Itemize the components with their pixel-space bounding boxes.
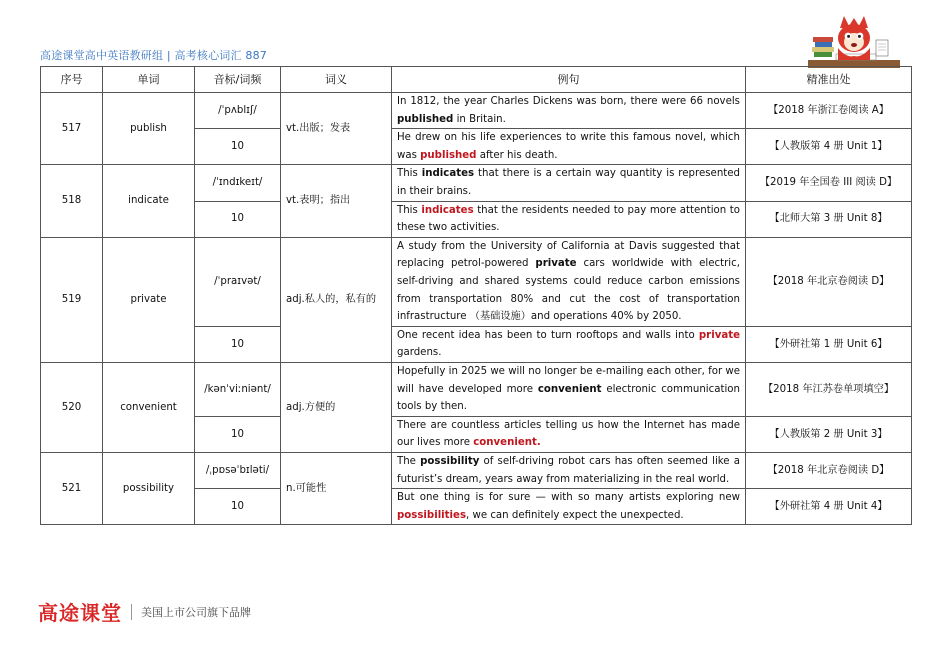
keyword-highlight: indicates xyxy=(421,204,474,216)
example-sentence xyxy=(392,165,746,201)
column-header: 音标/词频 xyxy=(195,67,281,93)
sentence-text: In 1812, the year Charles Dickens was born, there were 66 novels xyxy=(397,96,740,107)
phonetic-cell: /ˌpɒsəˈbɪləti/ xyxy=(195,452,281,488)
phonetic-cell: /ˈpʌblɪʃ/ xyxy=(195,93,281,129)
phonetic-cell: /kənˈviːniənt/ xyxy=(195,362,281,416)
footer xyxy=(38,597,251,626)
sentence-text: cars worldwide with electric, self-driving and shared systems could reduce carbon emissions from transportation 80% and cut the cost of transportation infrastructure （基础设施）and operations 40% by 2050. xyxy=(397,258,740,323)
phonetic-cell: /ˈpraɪvət/ xyxy=(195,237,281,326)
sentence-text: This xyxy=(397,204,422,216)
sentence-text: A study from the University of California at Davis suggested that replacing petrol-powered xyxy=(397,240,740,270)
word-number: 517 xyxy=(41,93,103,165)
word-number: 519 xyxy=(41,237,103,362)
sentence-text: Hopefully in 2025 we will no longer be e-mailing each other, for we will have developed more xyxy=(397,365,740,395)
source-cell: 【2018 年北京卷阅读 D】 xyxy=(746,452,912,488)
sentence-text: in Britain. xyxy=(453,113,506,125)
document-header: 高途课堂高中英语教研组 | 高考核心词汇 887 xyxy=(40,49,267,62)
meaning-cell: vt.表明；指出 xyxy=(281,165,392,237)
footer-divider xyxy=(131,604,132,620)
keyword-highlight: convenient. xyxy=(473,437,541,449)
source-cell: 【2018 年北京卷阅读 D】 xyxy=(746,237,912,326)
example-sentence xyxy=(392,129,746,165)
sentence-text: electronic communication tools by then. xyxy=(397,383,740,413)
column-header: 词义 xyxy=(281,67,392,93)
frequency-cell: 10 xyxy=(195,201,281,237)
sentence-text: gardens. xyxy=(397,347,442,359)
source-cell: 【外研社第 1 册 Unit 6】 xyxy=(746,326,912,362)
meaning-cell: vt.出版；发表 xyxy=(281,93,392,165)
column-header: 精准出处 xyxy=(746,67,912,93)
example-sentence xyxy=(392,452,746,488)
keyword-highlight: convenient xyxy=(537,383,602,395)
sentence-text: This xyxy=(397,168,422,180)
table-row xyxy=(41,452,912,488)
word-cell: possibility xyxy=(103,452,195,524)
word-cell: indicate xyxy=(103,165,195,237)
frequency-cell: 10 xyxy=(195,416,281,452)
source-cell: 【北师大第 3 册 Unit 8】 xyxy=(746,201,912,237)
word-number: 518 xyxy=(41,165,103,237)
frequency-cell: 10 xyxy=(195,489,281,525)
column-header: 单词 xyxy=(103,67,195,93)
table-row xyxy=(41,237,912,326)
source-cell: 【2019 年全国卷 III 阅读 D】 xyxy=(746,165,912,201)
phonetic-cell: /ˈɪndɪkeɪt/ xyxy=(195,165,281,201)
sentence-text: that the residents needed to pay more attention to these two activities. xyxy=(397,204,740,234)
sentence-text: He drew on his life experiences to write this famous novel, which was xyxy=(397,132,740,161)
frequency-cell: 10 xyxy=(195,129,281,165)
sentence-text: But one thing is for sure — with so many artists exploring new xyxy=(397,492,740,504)
word-cell: private xyxy=(103,237,195,362)
source-cell: 【人教版第 2 册 Unit 3】 xyxy=(746,416,912,452)
word-number: 521 xyxy=(41,452,103,524)
sentence-text: after his death. xyxy=(476,149,558,161)
meaning-cell: adj.私人的，私有的 xyxy=(281,237,392,362)
keyword-highlight: private xyxy=(535,258,577,270)
word-cell: convenient xyxy=(103,362,195,452)
word-cell: publish xyxy=(103,93,195,165)
column-header: 序号 xyxy=(41,67,103,93)
table-header-row xyxy=(41,67,912,93)
example-sentence xyxy=(392,93,746,129)
source-cell: 【外研社第 4 册 Unit 4】 xyxy=(746,489,912,525)
table-row xyxy=(41,362,912,416)
sentence-text: , we can definitely expect the unexpected. xyxy=(466,509,684,521)
keyword-highlight: published xyxy=(397,113,454,125)
sentence-text: One recent idea has been to turn rooftops and walls into xyxy=(397,329,699,341)
example-sentence xyxy=(392,201,746,237)
example-sentence xyxy=(392,326,746,362)
source-cell: 【2018 年江苏卷单项填空】 xyxy=(746,362,912,416)
keyword-highlight: indicates xyxy=(421,168,475,180)
brand-tagline: 美国上市公司旗下品牌 xyxy=(141,605,251,619)
sentence-text: that there is a certain way quantity is represented in their brains. xyxy=(397,168,740,197)
keyword-highlight: private xyxy=(698,329,740,341)
keyword-highlight: possibilities xyxy=(397,509,467,521)
example-sentence xyxy=(392,362,746,416)
sentence-text: The xyxy=(397,455,421,467)
vocabulary-table xyxy=(40,66,912,525)
table-row xyxy=(41,93,912,129)
red-mascot-with-books-icon xyxy=(806,14,902,68)
source-cell: 【人教版第 4 册 Unit 1】 xyxy=(746,129,912,165)
example-sentence xyxy=(392,489,746,525)
brand-logo: 高途课堂 xyxy=(38,601,122,625)
example-sentence xyxy=(392,416,746,452)
source-cell: 【2018 年浙江卷阅读 A】 xyxy=(746,93,912,129)
keyword-highlight: possibility xyxy=(420,455,480,467)
meaning-cell: adj.方便的 xyxy=(281,362,392,452)
table-row xyxy=(41,165,912,201)
keyword-highlight: published xyxy=(420,149,477,161)
word-number: 520 xyxy=(41,362,103,452)
example-sentence xyxy=(392,237,746,326)
sentence-text: of self-driving robot cars has often seemed like a futurist’s dream, years away from materializing in the real world. xyxy=(397,455,741,485)
sentence-text: There are countless articles telling us how the Internet has made our lives more xyxy=(397,419,740,449)
column-header: 例句 xyxy=(392,67,746,93)
meaning-cell: n.可能性 xyxy=(281,452,392,524)
frequency-cell: 10 xyxy=(195,326,281,362)
